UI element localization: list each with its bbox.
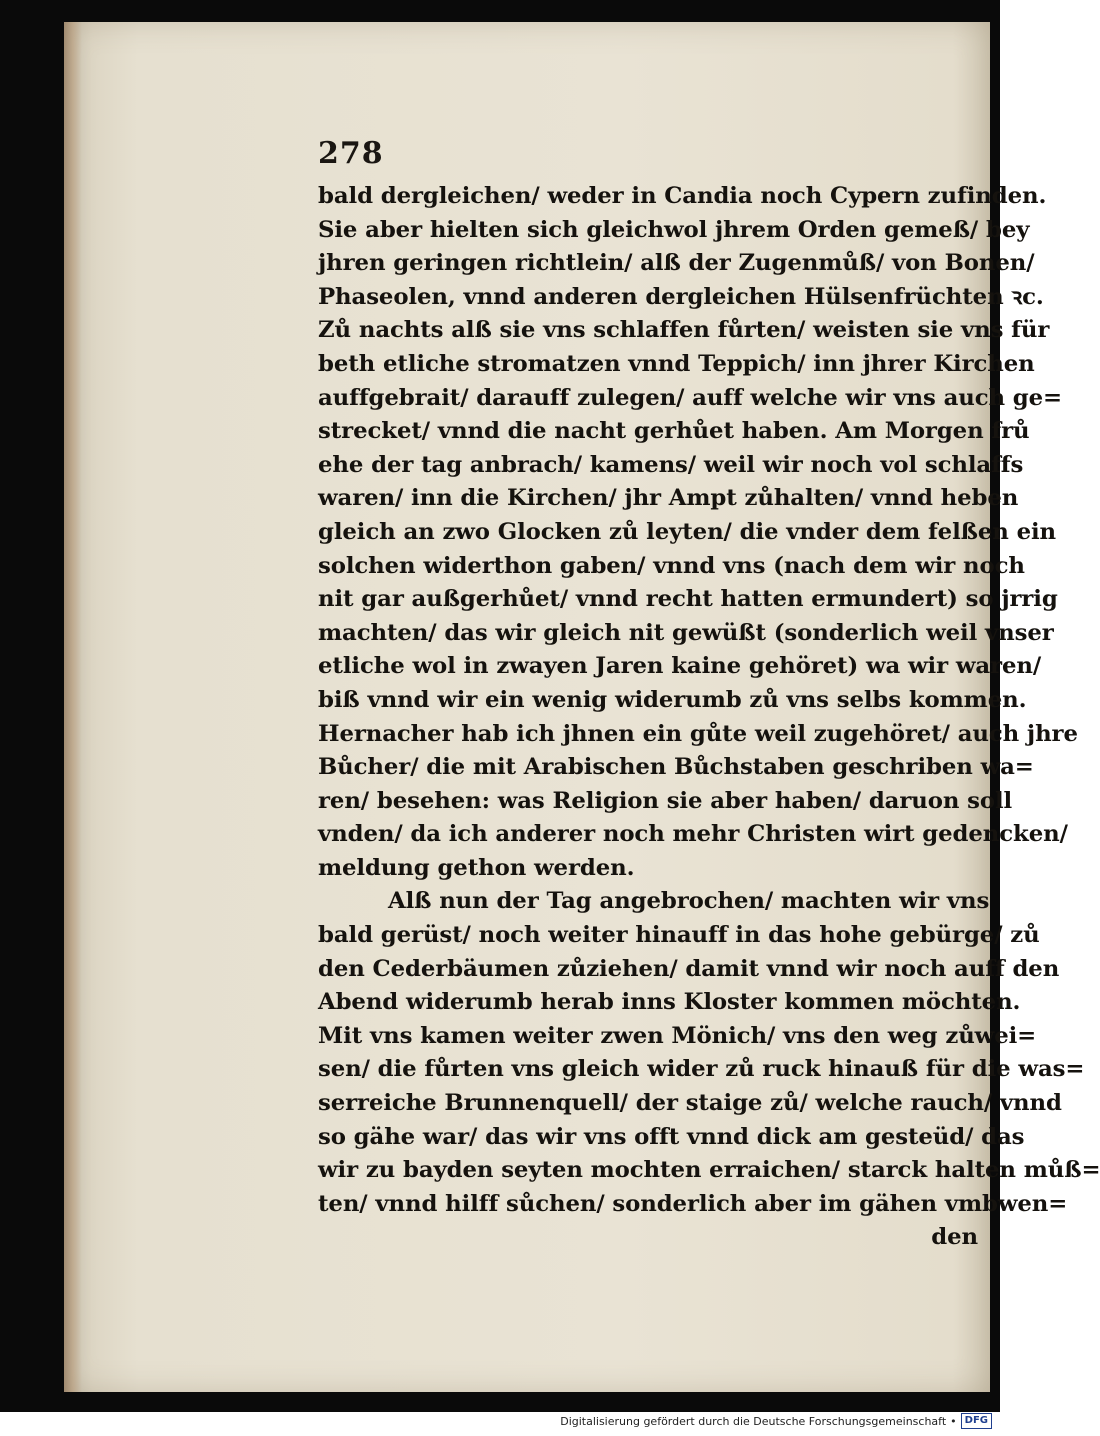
text-line: biß vnnd wir ein wenig widerumb zů vns selbs kommen. [318,686,1027,713]
text-line: waren/ inn die Kirchen/ jhr Ampt zůhalten/ vnnd heben [318,485,1019,512]
text-line: strecket/ vnnd die nacht gerhůet haben. Am Morgen frů [318,418,1030,445]
text-line: jhren geringen richtlein/ alß der Zugenmůß/ von Bonen/ [318,250,1035,277]
page-number: 278 [318,136,384,171]
digitization-footer [560,1411,992,1431]
dfg-logo-icon: DFG [961,1413,992,1429]
catchword: den [931,1224,978,1251]
text-line: machten/ das wir gleich nit gewüßt (sonderlich weil vnser [318,619,1054,646]
text-line: Sie aber hielten sich gleichwol jhrem Orden gemeß/ bey [318,216,1030,243]
text-line: so gähe war/ das wir vns offt vnnd dick am gesteüd/ das [318,1123,1025,1150]
text-line: Zů nachts alß sie vns schlaffen fůrten/ weisten sie vns für [318,317,1050,344]
text-line: auffgebrait/ darauff zulegen/ auff welche wir vns auch ge= [318,384,1063,411]
text-line: solchen widerthon gaben/ vnnd vns (nach dem wir noch [318,552,1025,579]
text-line: Phaseolen, vnnd anderen dergleichen Hülsenfrüchten ꝛc. [318,283,1044,310]
text-line: Abend widerumb herab inns Kloster kommen möchten. [318,989,1021,1016]
text-line: bald dergleichen/ weder in Candia noch Cypern zufinden. [318,183,1047,209]
text-line: ehe der tag anbrach/ kamens/ weil wir noch vol schlaffs [318,451,1024,478]
text-line: ten/ vnnd hilff sůchen/ sonderlich aber im gähen vmbwen= [318,1190,1068,1217]
text-line: meldung gethon werden. [318,854,635,881]
text-line: Bůcher/ die mit Arabischen Bůchstaben geschriben wa= [318,754,1034,781]
text-line: etliche wol in zwayen Jaren kaine gehöret) wa wir waren/ [318,653,1042,680]
text-block [318,180,1100,1255]
text-line: den Cederbäumen zůziehen/ damit vnnd wir noch auff den [318,955,1060,982]
book-page [64,22,1100,1392]
text-line: serreiche Brunnenquell/ der staige zů/ welche rauch/ vnnd [318,1090,1062,1117]
text-line: vnden/ da ich anderer noch mehr Christen wirt gedencken/ [318,821,1068,848]
text-line: Mit vns kamen weiter zwen Mönich/ vns den weg zůwei= [318,1022,1037,1049]
page-gutter [64,22,82,1392]
footer-separator: • [950,1414,957,1428]
footer-credit-text: Digitalisierung gefördert durch die Deutsche Forschungsgemeinschaft [560,1414,947,1428]
text-line: sen/ die fůrten vns gleich wider zů ruck hinauß für die was= [318,1056,1085,1083]
text-line: bald gerüst/ noch weiter hinauff in das hohe gebürge/ zů [318,922,1040,949]
text-line: gleich an zwo Glocken zů leyten/ die vnder dem felßen ein [318,518,1057,545]
text-line: Hernacher hab ich jhnen ein gůte weil zugehöret/ auch jhre [318,720,1078,747]
text-line: Alß nun der Tag angebrochen/ machten wir vns [388,888,990,915]
text-line: nit gar außgerhůet/ vnnd recht hatten ermundert) so jrrig [318,586,1058,613]
text-line: wir zu bayden seyten mochten erraichen/ starck halten můß= [318,1157,1100,1184]
text-line: ren/ besehen: was Religion sie aber haben/ daruon soll [318,787,1013,814]
text-line: beth etliche stromatzen vnnd Teppich/ inn jhrer Kirchen [318,350,1035,377]
